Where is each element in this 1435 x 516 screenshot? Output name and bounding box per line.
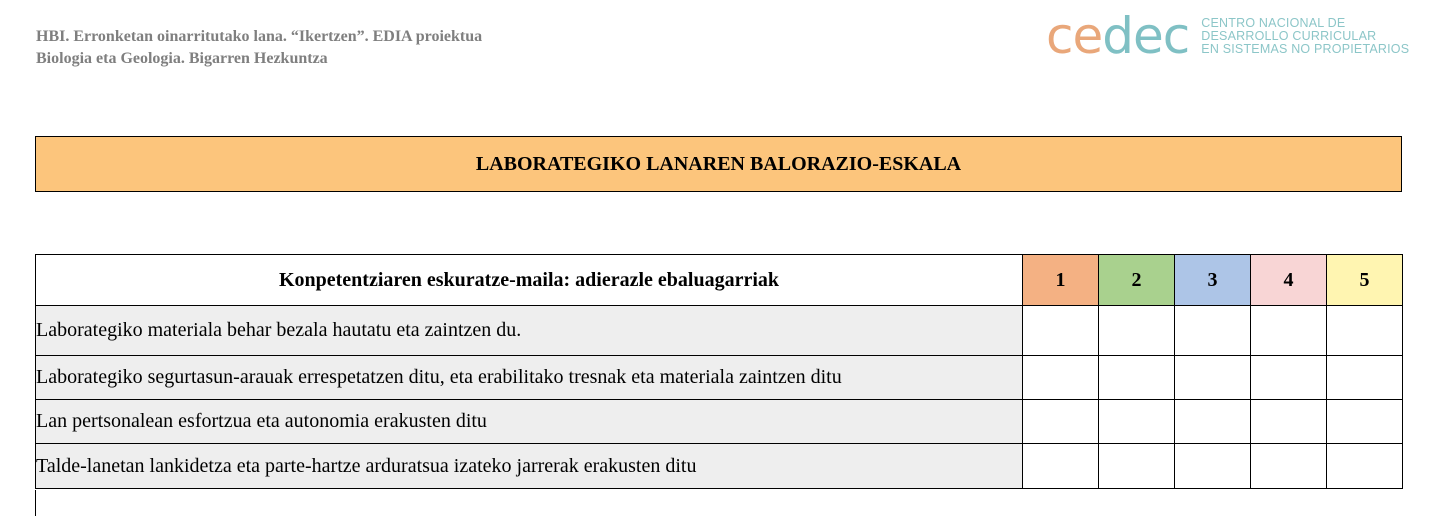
logo-letter: e [1133, 7, 1163, 65]
rating-cell[interactable] [1327, 400, 1403, 444]
logo-letter: c [1162, 7, 1190, 65]
header-line-1: HBI. Erronketan oinarritutako lana. “Ikertzen”. EDIA proiektua [36, 28, 483, 45]
rating-cell[interactable] [1251, 306, 1327, 356]
logo-letter: e [1072, 7, 1103, 65]
logo-letter: c [1046, 7, 1073, 65]
rating-cell[interactable] [1175, 356, 1251, 400]
rating-cell[interactable] [1327, 356, 1403, 400]
rating-cell[interactable] [1099, 400, 1175, 444]
table-row [36, 444, 1403, 489]
rating-cell[interactable] [1251, 400, 1327, 444]
rating-cell[interactable] [1327, 306, 1403, 356]
document-header [36, 26, 482, 70]
criteria-header: Konpetentziaren eskuratze-maila: adierazle ebaluagarriak [36, 255, 1023, 306]
criteria-text: Lan pertsonalean esfortzua eta autonomia erakusten ditu [36, 400, 1023, 444]
logo-sub-line-2: DESARROLLO CURRICULAR [1201, 28, 1377, 43]
level-header-4: 4 [1251, 255, 1327, 306]
page-title: LABORATEGIKO LANAREN BALORAZIO-ESKALA [35, 136, 1402, 192]
criteria-text: Laborategiko segurtasun-arauak errespetatzen ditu, eta erabilitako tresnak eta materiala zaintzen ditu [36, 356, 1023, 400]
rating-cell[interactable] [1251, 356, 1327, 400]
rating-scale-table [35, 254, 1403, 489]
rating-cell[interactable] [1099, 306, 1175, 356]
logo-wordmark [1046, 8, 1189, 64]
header-line-2: Biologia eta Geologia. Bigarren Hezkuntza [36, 50, 328, 67]
logo-letter: d [1102, 7, 1134, 65]
level-header-3: 3 [1175, 255, 1251, 306]
rating-cell[interactable] [1175, 400, 1251, 444]
rating-cell[interactable] [1251, 444, 1327, 489]
page-margin-line [35, 490, 36, 516]
rating-cell[interactable] [1327, 444, 1403, 489]
rating-cell[interactable] [1175, 444, 1251, 489]
rating-cell[interactable] [1023, 400, 1099, 444]
table-row [36, 306, 1403, 356]
criteria-text: Laborategiko materiala behar bezala hautatu eta zaintzen du. [36, 306, 1023, 356]
level-header-1: 1 [1023, 255, 1099, 306]
criteria-text: Talde-lanetan lankidetza eta parte-hartze arduratsua izateko jarrerak erakusten ditu [36, 444, 1023, 489]
rating-cell[interactable] [1023, 356, 1099, 400]
cedec-logo [1046, 8, 1409, 64]
rating-cell[interactable] [1099, 444, 1175, 489]
table-row [36, 400, 1403, 444]
logo-subtitle [1201, 17, 1409, 56]
logo-sub-line-3: EN SISTEMAS NO PROPIETARIOS [1201, 41, 1410, 56]
table-header-row [36, 255, 1403, 306]
rating-cell[interactable] [1023, 306, 1099, 356]
logo-sub-line-1: CENTRO NACIONAL DE [1201, 15, 1346, 30]
rating-cell[interactable] [1175, 306, 1251, 356]
table-row [36, 356, 1403, 400]
rating-cell[interactable] [1099, 356, 1175, 400]
level-header-5: 5 [1327, 255, 1403, 306]
level-header-2: 2 [1099, 255, 1175, 306]
rating-cell[interactable] [1023, 444, 1099, 489]
